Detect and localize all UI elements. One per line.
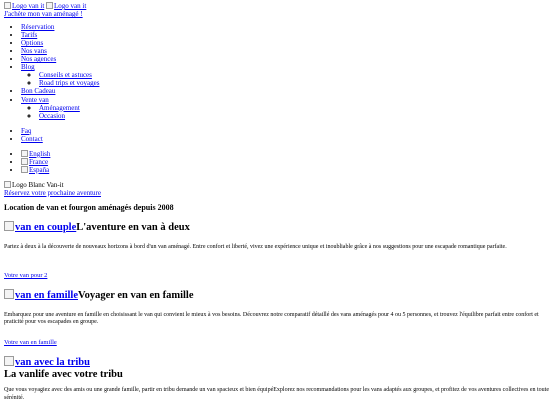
- lang-link-english[interactable]: [21, 150, 50, 158]
- card-image-link[interactable]: [4, 222, 76, 233]
- submenu-item: [39, 79, 556, 87]
- nav-link-nos-agences[interactable]: Nos agences: [21, 55, 57, 64]
- card-cta-link[interactable]: Votre van pour 2: [4, 272, 48, 280]
- submenu-item: [39, 112, 556, 120]
- flag-icon: [21, 150, 28, 157]
- broken-image-icon: [4, 221, 14, 231]
- submenu-item: [39, 104, 556, 112]
- blog-submenu: [21, 71, 556, 87]
- nav-link-nos-vans[interactable]: Nos vans: [21, 47, 47, 56]
- buy-van-link[interactable]: J'achète mon van aménagé !: [4, 10, 83, 19]
- nav-link-options[interactable]: Options: [21, 39, 44, 48]
- nav-link-tarifs[interactable]: Tarifs: [21, 31, 38, 40]
- nav-item-reservation: [21, 23, 556, 31]
- hero: [4, 181, 556, 212]
- broken-image-icon: [4, 2, 11, 9]
- nav-link-road-trips[interactable]: Road trips et voyages: [39, 79, 100, 88]
- card-title-text: Voyager en van en famille: [78, 289, 194, 301]
- nav-item-blog: [21, 63, 556, 87]
- vente-submenu: [21, 104, 556, 120]
- card-tribu: [4, 356, 556, 403]
- broken-image-icon: [4, 356, 14, 366]
- page-title: Location de van et fourgon aménagés depuis 2008: [4, 202, 174, 212]
- broken-image-icon: [4, 181, 11, 188]
- card-image-link[interactable]: [4, 290, 78, 301]
- submenu-item: [39, 71, 556, 79]
- language-switcher: [4, 150, 556, 174]
- nav-link-conseils[interactable]: Conseils et astuces: [39, 71, 92, 80]
- card-text: Embarquez pour une aventure en famille en choisissant le van qui convient le mieux à vos besoins. Découvrez notre comparatif détaillé des vans aménagés pour 4 ou 5 personnes, et trouvez l'équilibre parfait entre confort et praticité pour vos escapades en groupe.: [4, 311, 539, 326]
- lang-link-france[interactable]: [21, 158, 48, 166]
- card-image-alt: van en famille: [15, 289, 78, 301]
- hero-logo: [4, 181, 556, 189]
- logo-alt-1: Logo van it: [12, 2, 45, 10]
- nav-item-nos-agences: [21, 55, 556, 63]
- secondary-nav: [4, 127, 556, 143]
- card-text: Que vous voyagiez avec des amis ou une grande famille, partir en tribu demande un van spacieux et bien équipéExplorez nos recommandations pour les vans adaptés aux groupes, et profitez de vos aventures collectives en toute sérénité.: [4, 386, 549, 401]
- nav-link-amenagement[interactable]: Aménagement: [39, 103, 80, 112]
- card-text: Partez à deux à la découverte de nouveaux horizons à bord d'un van aménagé. Entre confort et liberté, vivez une expérience unique et inoubliable grâce à nos suggestions pour une escapade romantique parfaite.: [4, 244, 507, 251]
- nav-item-contact: [21, 135, 556, 143]
- nav-item-bon-cadeau: [21, 87, 556, 95]
- card-title-text: L'aventure en van à deux: [76, 222, 190, 234]
- card-title: [4, 356, 556, 381]
- main-nav: [4, 23, 556, 120]
- nav-link-reservation[interactable]: Réservation: [21, 23, 55, 32]
- lang-item: [21, 150, 556, 158]
- card-couple: [4, 221, 556, 279]
- nav-item-nos-vans: [21, 47, 556, 55]
- nav-item-options: [21, 39, 556, 47]
- broken-image-icon: [4, 289, 14, 299]
- card-title: [4, 221, 556, 234]
- flag-icon: [21, 166, 28, 173]
- card-image-link[interactable]: [4, 356, 556, 369]
- flag-icon: [21, 158, 28, 165]
- nav-link-contact[interactable]: Contact: [21, 134, 43, 143]
- logo-alt-2: Logo van it: [54, 2, 87, 10]
- lang-link-espana[interactable]: [21, 166, 49, 174]
- lang-item: [21, 166, 556, 174]
- lang-label: English: [29, 149, 51, 158]
- nav-link-blog[interactable]: Blog: [21, 63, 35, 72]
- broken-image-icon: [46, 2, 53, 9]
- lang-label: France: [29, 157, 49, 166]
- book-adventure-link[interactable]: Réservez votre prochaine aventure: [4, 188, 101, 197]
- nav-link-bon-cadeau[interactable]: Bon Cadeau: [21, 87, 56, 96]
- card-famille: [4, 289, 556, 347]
- logo-link[interactable]: [4, 2, 44, 10]
- nav-link-occasion[interactable]: Occasion: [39, 111, 66, 120]
- logo-link-2[interactable]: [46, 2, 86, 10]
- card-cta-link[interactable]: Votre van en famille: [4, 339, 57, 347]
- nav-item-vente-van: [21, 96, 556, 120]
- lang-label: España: [29, 165, 50, 174]
- nav-link-vente-van[interactable]: Vente van: [21, 95, 49, 104]
- header-logos: [4, 2, 556, 18]
- nav-item-faq: [21, 127, 556, 135]
- card-title: [4, 289, 556, 302]
- nav-link-faq[interactable]: Faq: [21, 126, 32, 135]
- card-image-alt: van avec la tribu: [15, 356, 90, 368]
- lang-item: [21, 158, 556, 166]
- nav-item-tarifs: [21, 31, 556, 39]
- hero-logo-alt: Logo Blanc Van-it: [12, 180, 64, 189]
- card-title-text: La vanlife avec votre tribu: [4, 368, 123, 380]
- card-image-alt: van en couple: [15, 222, 77, 234]
